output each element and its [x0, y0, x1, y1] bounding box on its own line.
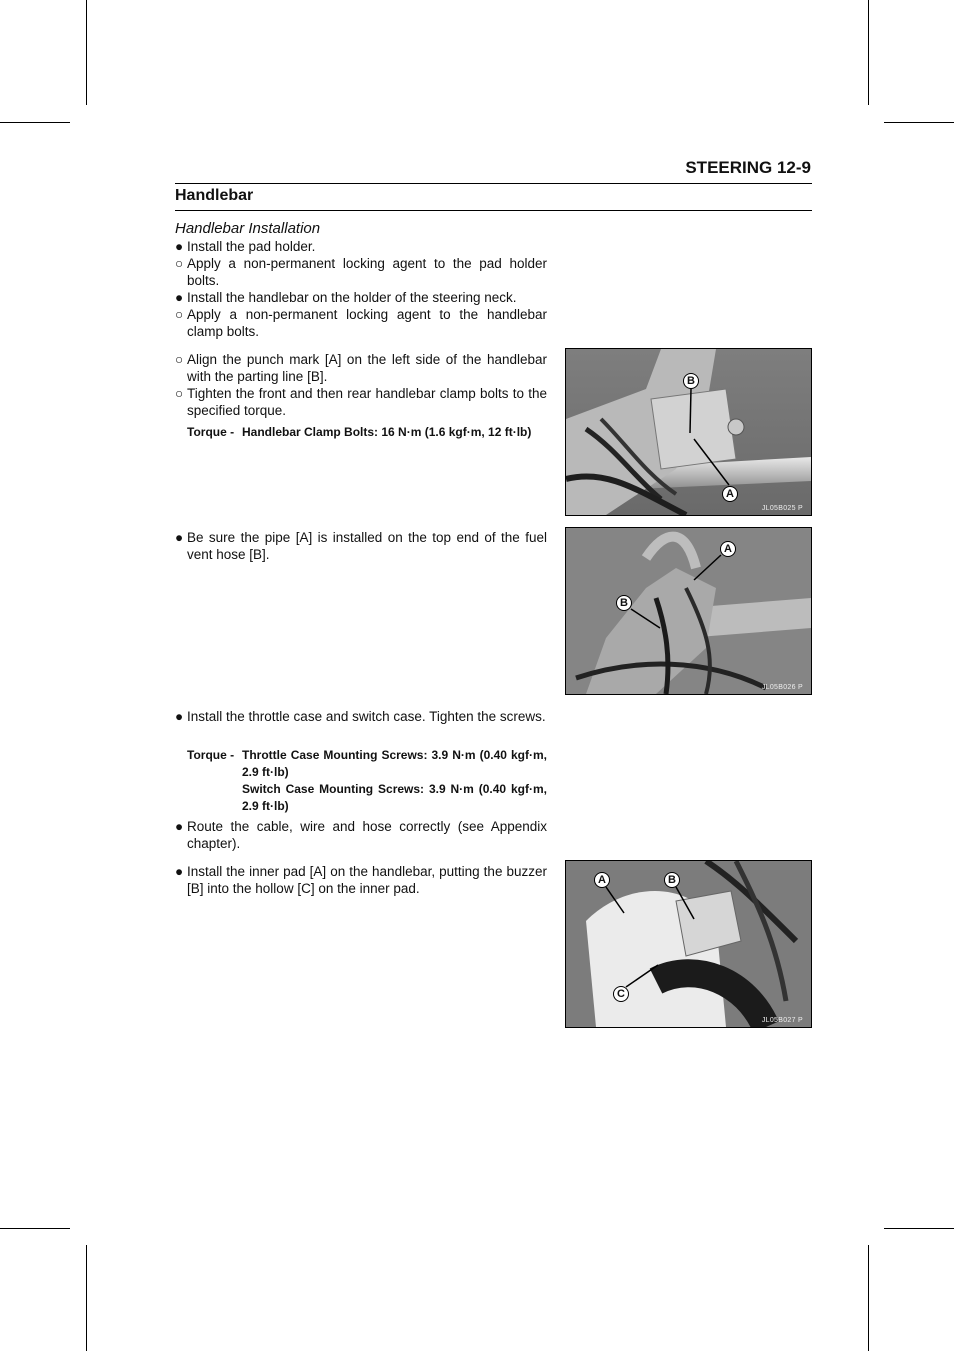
torque-value [242, 424, 547, 441]
callout-a: A [722, 486, 738, 502]
circle-marker: ○ [175, 256, 184, 271]
step-item [175, 238, 547, 255]
step-text: Install the handlebar on the holder of the steering neck. [187, 290, 517, 305]
torque-switch-screws: Switch Case Mounting Screws: 3.9 N·m (0.40 kgf·m, 2.9 ft·lb) [242, 782, 547, 813]
callout-c: C [613, 986, 629, 1002]
header-rule [175, 183, 812, 184]
crop-mark [868, 1245, 869, 1351]
circle-marker: ○ [175, 352, 184, 367]
crop-mark [884, 1228, 954, 1229]
step-item [175, 306, 547, 340]
crop-mark [86, 1245, 87, 1351]
callout-b: B [683, 373, 699, 389]
bullet-marker: ● [175, 530, 184, 545]
figure-caption: JL05B025 P [761, 505, 803, 512]
torque-clamp-bolts: Handlebar Clamp Bolts: 16 N·m (1.6 kgf·m, 12 ft·lb) [242, 425, 532, 439]
step-text: Install the inner pad [A] on the handlebar, putting the buzzer [B] into the hollow [C] on the inner pad. [187, 864, 547, 896]
bullet-marker: ● [175, 819, 184, 834]
step-text: Apply a non-permanent locking agent to the handlebar clamp bolts. [187, 307, 547, 339]
fuel-vent-hose-photo [565, 527, 812, 695]
bullet-marker: ● [175, 290, 184, 305]
step-text: Tighten the front and then rear handlebar clamp bolts to the specified torque. [187, 386, 547, 418]
section-title: Handlebar [175, 187, 254, 204]
step-text: Be sure the pipe [A] is installed on the top end of the fuel vent hose [B]. [187, 530, 547, 562]
callout-b: B [664, 872, 680, 888]
callout-a: A [594, 872, 610, 888]
crop-mark [0, 1228, 70, 1229]
step-item [175, 818, 547, 852]
running-head: STEERING 12-9 [685, 158, 811, 177]
torque-spec [187, 747, 547, 815]
step-item [175, 289, 547, 306]
callout-a: A [720, 541, 736, 557]
crop-mark [868, 0, 869, 105]
callout-b: B [616, 595, 632, 611]
step-item [175, 385, 547, 419]
step-item [175, 351, 547, 385]
torque-spec [187, 424, 547, 441]
figure-caption: JL05B027 P [761, 1017, 803, 1024]
torque-label: Torque - [187, 425, 235, 439]
circle-marker: ○ [175, 307, 184, 322]
circle-marker: ○ [175, 386, 184, 401]
crop-mark [0, 122, 70, 123]
torque-label: Torque - [187, 748, 235, 762]
step-item [175, 863, 547, 897]
step-item [175, 708, 547, 725]
step-text: Install the throttle case and switch case. Tighten the screws. [187, 709, 546, 724]
step-text: Install the pad holder. [187, 239, 316, 254]
step-item [175, 255, 547, 289]
bullet-marker: ● [175, 864, 184, 879]
inner-pad-photo [565, 860, 812, 1028]
step-item [175, 529, 547, 563]
bullet-marker: ● [175, 709, 184, 724]
figure-caption: JL05B026 P [761, 684, 803, 691]
bullet-marker: ● [175, 239, 184, 254]
crop-mark [884, 122, 954, 123]
torque-throttle-screws: Throttle Case Mounting Screws: 3.9 N·m (0.40 kgf·m, 2.9 ft·lb) [242, 748, 547, 779]
step-text: Apply a non-permanent locking agent to the pad holder bolts. [187, 256, 547, 288]
step-text: Route the cable, wire and hose correctly (see Appendix chapter). [187, 819, 547, 851]
step-text: Align the punch mark [A] on the left side of the handlebar with the parting line [B]. [187, 352, 547, 384]
crop-mark [86, 0, 87, 105]
handlebar-clamp-photo [565, 348, 812, 516]
subsection-title: Handlebar Installation [175, 220, 321, 237]
section-rule [175, 210, 812, 211]
